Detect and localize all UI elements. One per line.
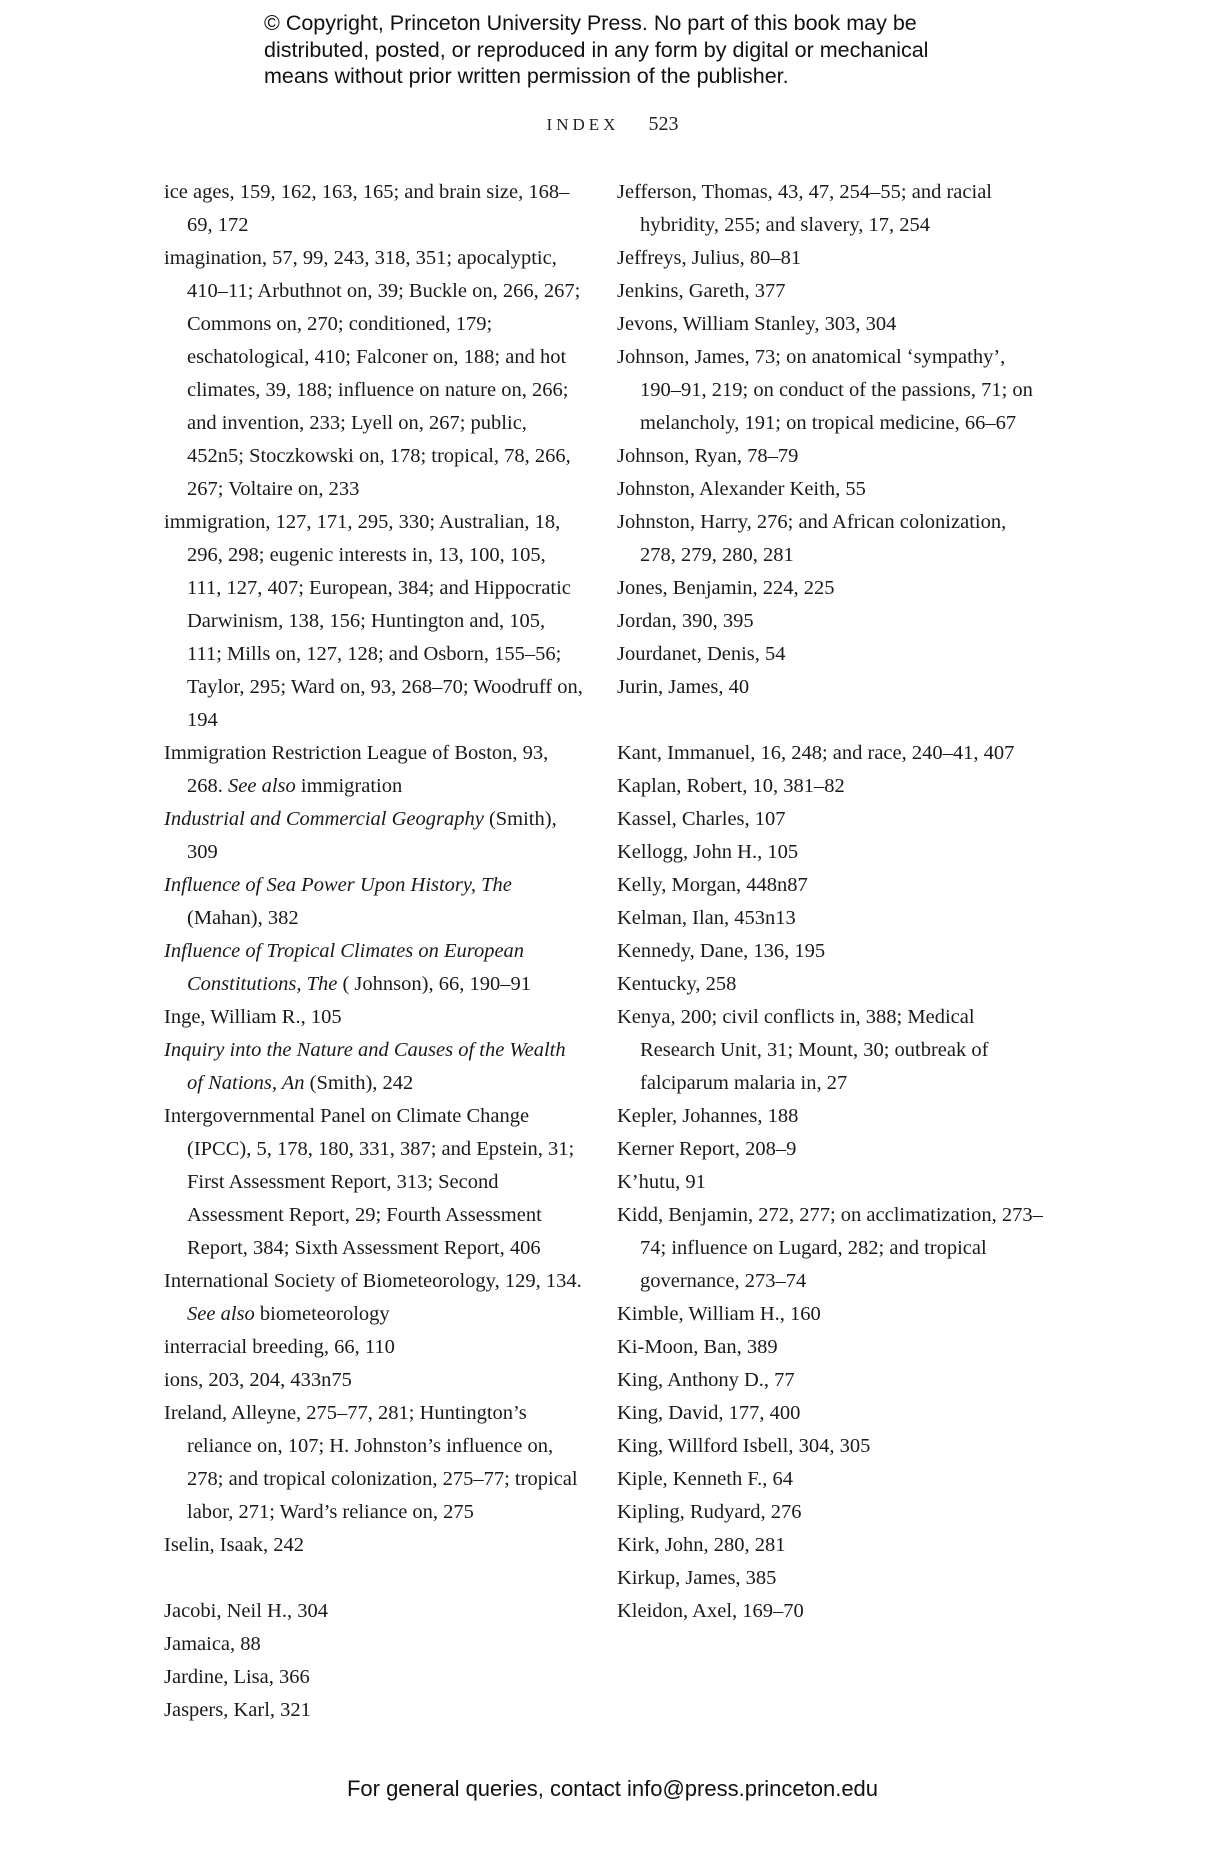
index-entry [617,1562,1047,1595]
index-entry [617,572,1047,605]
index-entry-text: Kennedy, Dane, 136, 195 [617,940,826,962]
index-entry-text: Kelman, Ilan, 453n13 [617,907,796,929]
index-entry-text: Jordan, 390, 395 [617,610,754,632]
index-entry-text: ( Johnson), 66, 190–91 [337,973,531,995]
index-entry-text: Kleidon, Axel, 169–70 [617,1600,804,1622]
index-entry [164,737,584,803]
index-entry [617,1595,1047,1628]
index-entry [617,836,1047,869]
index-entry-text: Ki-Moon, Ban, 389 [617,1336,778,1358]
index-entry-text: Kiple, Kenneth F., 64 [617,1468,794,1490]
index-entry-text: Kepler, Johannes, 188 [617,1105,799,1127]
index-entry-text: Kaplan, Robert, 10, 381–82 [617,775,845,797]
index-entry-text: Kirkup, James, 385 [617,1567,777,1589]
index-entry-text: Kelly, Morgan, 448n87 [617,874,808,896]
index-entry [164,1265,584,1331]
index-entry [164,506,584,737]
index-entry [164,1397,584,1529]
index-entry-text: Jones, Benjamin, 224, 225 [617,577,835,599]
index-entry-text: (Smith), 242 [304,1072,414,1094]
index-entry-text: Jurin, James, 40 [617,676,750,698]
index-entry [617,1430,1047,1463]
index-entry-italic-text: Inquiry into the Nature and Causes of the Wealth of Nations, An [164,1039,566,1094]
index-entry-text: Ireland, Alleyne, 275–77, 281; Huntington’s reliance on, 107; H. Johnston’s influence on, 278; and tropical colonization, 275–77; tropical labor, 271; Ward’s reliance on, 275 [164,1402,578,1523]
index-entry [617,869,1047,902]
index-entry [617,1331,1047,1364]
index-entry-text: Johnson, James, 73; on anatomical ‘sympathy’, 190–91, 219; on conduct of the passions, 71; on melancholy, 191; on tropical medicine, 66–67 [617,346,1033,434]
index-entry-text: Kenya, 200; civil conflicts in, 388; Medical Research Unit, 31; Mount, 30; outbreak of falciparum malaria in, 27 [617,1006,989,1094]
index-entry-italic-text: See also [187,1303,255,1325]
index-entry [617,473,1047,506]
index-entry-italic-text: Influence of Tropical Climates on European Constitutions, The [164,940,525,995]
index-entry [617,737,1047,770]
index-entry [617,1529,1047,1562]
index-entry-text: King, Willford Isbell, 304, 305 [617,1435,871,1457]
index-entry-text: Kellogg, John H., 105 [617,841,799,863]
index-entry-text: Jeffreys, Julius, 80–81 [617,247,802,269]
copyright-notice [264,10,984,90]
index-entry-text: Johnson, Ryan, 78–79 [617,445,799,467]
index-entry [617,341,1047,440]
index-entry [617,1397,1047,1430]
index-entry-text: K’hutu, 91 [617,1171,706,1193]
section-label: INDEX [546,115,620,134]
index-entry [164,1661,584,1694]
index-entry-text: Jenkins, Gareth, 377 [617,280,786,302]
index-entry [164,935,584,1001]
index-entry-text: Kipling, Rudyard, 276 [617,1501,802,1523]
index-entry-text: Inge, William R., 105 [164,1006,342,1028]
index-entry-text: Johnston, Alexander Keith, 55 [617,478,866,500]
index-entry [164,242,584,506]
index-entry [617,968,1047,1001]
index-entry [164,1331,584,1364]
index-entry-text: imagination, 57, 99, 243, 318, 351; apocalyptic, 410–11; Arbuthnot on, 39; Buckle on, 266, 267; Commons on, 270; conditioned, 179; eschatological, 410; Falconer on, 188; and hot climates, 39, 188; influence on nature on, 266; and invention, 233; Lyell on, 267; public, 452n5; Stoczkowski on, 178; tropical, 78, 266, 267; Voltaire on, 233 [164,247,581,500]
index-entry-text: ice ages, 159, 162, 163, 165; and brain size, 168–69, 172 [164,181,570,236]
index-entry-text: Jacobi, Neil H., 304 [164,1600,328,1622]
index-entry [617,440,1047,473]
index-entry [164,1628,584,1661]
index-entry [617,1133,1047,1166]
index-entry-text: Jevons, William Stanley, 303, 304 [617,313,897,335]
index-entry [617,605,1047,638]
index-entry [617,935,1047,968]
index-entry-text: International Society of Biometeorology, 129, 134. [164,1270,582,1292]
index-entry [617,1496,1047,1529]
index-entry-text: King, David, 177, 400 [617,1402,801,1424]
index-entry [617,638,1047,671]
index-entry-text: Immigration Restriction League of Boston, 93, 268. [164,742,549,797]
index-entry-text: Kirk, John, 280, 281 [617,1534,786,1556]
index-entry [164,176,584,242]
index-entry-text: interracial breeding, 66, 110 [164,1336,395,1358]
index-entry [617,506,1047,572]
index-entry-text: Kidd, Benjamin, 272, 277; on acclimatization, 273–74; influence on Lugard, 282; and tropical governance, 273–74 [617,1204,1043,1292]
index-entry-text: Jourdanet, Denis, 54 [617,643,786,665]
copyright-line: distributed, posted, or reproduced in any form by digital or mechanical [264,37,929,62]
index-entry [164,1034,584,1100]
index-entry [164,1364,584,1397]
index-entry [617,1463,1047,1496]
index-entry [617,242,1047,275]
index-entry [617,671,1047,704]
index-entry-text: Kimble, William H., 160 [617,1303,821,1325]
copyright-line: © Copyright, Princeton University Press. No part of this book may be [264,11,917,35]
index-entry [164,869,584,935]
index-entry [164,1001,584,1034]
index-entry [164,1100,584,1265]
letter-group-gap [617,704,1047,737]
index-column-right [617,176,1047,1628]
index-entry-text: Jamaica, 88 [164,1633,261,1655]
index-entry-text: Intergovernmental Panel on Climate Change (IPCC), 5, 178, 180, 331, 387; and Epstein, 31; First Assessment Report, 313; Second Assessment Report, 29; Fourth Assessment Report, 384; Sixth Assessment Report, 406 [164,1105,575,1259]
index-entry-text: Jefferson, Thomas, 43, 47, 254–55; and racial hybridity, 255; and slavery, 17, 254 [617,181,992,236]
index-entry-text: ions, 203, 204, 433n75 [164,1369,352,1391]
index-column-left [164,176,584,1727]
index-entry-text: Iselin, Isaak, 242 [164,1534,305,1556]
index-entry-text: immigration, 127, 171, 295, 330; Australian, 18, 296, 298; eugenic interests in, 13, 100, 105, 111, 127, 407; European, 384; and Hippocratic Darwinism, 138, 156; Huntington and, 105, 111; Mills on, 127, 128; and Osborn, 155–56; Taylor, 295; Ward on, 93, 268–70; Woodruff on, 194 [164,511,583,731]
index-entry [617,1001,1047,1100]
index-entry [617,770,1047,803]
copyright-line: means without prior written permission of the publisher. [264,64,789,88]
index-entry [164,1529,584,1562]
index-entry-text: Jaspers, Karl, 321 [164,1699,311,1721]
index-entry [617,803,1047,836]
page-number: 523 [648,113,679,135]
index-entry-text: immigration [295,775,403,797]
index-entry-text: Kant, Immanuel, 16, 248; and race, 240–41, 407 [617,742,1015,764]
index-entry-text: (Mahan), 382 [187,907,299,929]
index-entry [164,1595,584,1628]
index-entry [617,176,1047,242]
index-entry-text: (Smith), 309 [187,808,557,863]
index-entry [617,1100,1047,1133]
index-entry [164,1694,584,1727]
letter-group-gap [164,1562,584,1595]
index-entry-italic-text: See also [228,775,296,797]
footer-contact: For general queries, contact info@press.princeton.edu [346,1776,879,1801]
index-entry [617,1364,1047,1397]
index-entry [617,308,1047,341]
index-entry [617,275,1047,308]
index-entry-text: King, Anthony D., 77 [617,1369,795,1391]
index-entry-italic-text: Influence of Sea Power Upon History, The [164,874,512,896]
index-entry [617,1298,1047,1331]
index-entry-text: Kassel, Charles, 107 [617,808,786,830]
index-entry-text: Jardine, Lisa, 366 [164,1666,310,1688]
index-entry-text: Kerner Report, 208–9 [617,1138,797,1160]
index-entry-text: Johnston, Harry, 276; and African colonization, 278, 279, 280, 281 [617,511,1007,566]
index-entry [164,803,584,869]
index-entry [617,902,1047,935]
index-entry [617,1199,1047,1298]
index-entry-text: biometeorology [254,1303,390,1325]
index-entry-text: Kentucky, 258 [617,973,737,995]
index-entry-italic-text: Industrial and Commercial Geography [164,808,484,830]
index-entry [617,1166,1047,1199]
running-head [0,113,1225,136]
